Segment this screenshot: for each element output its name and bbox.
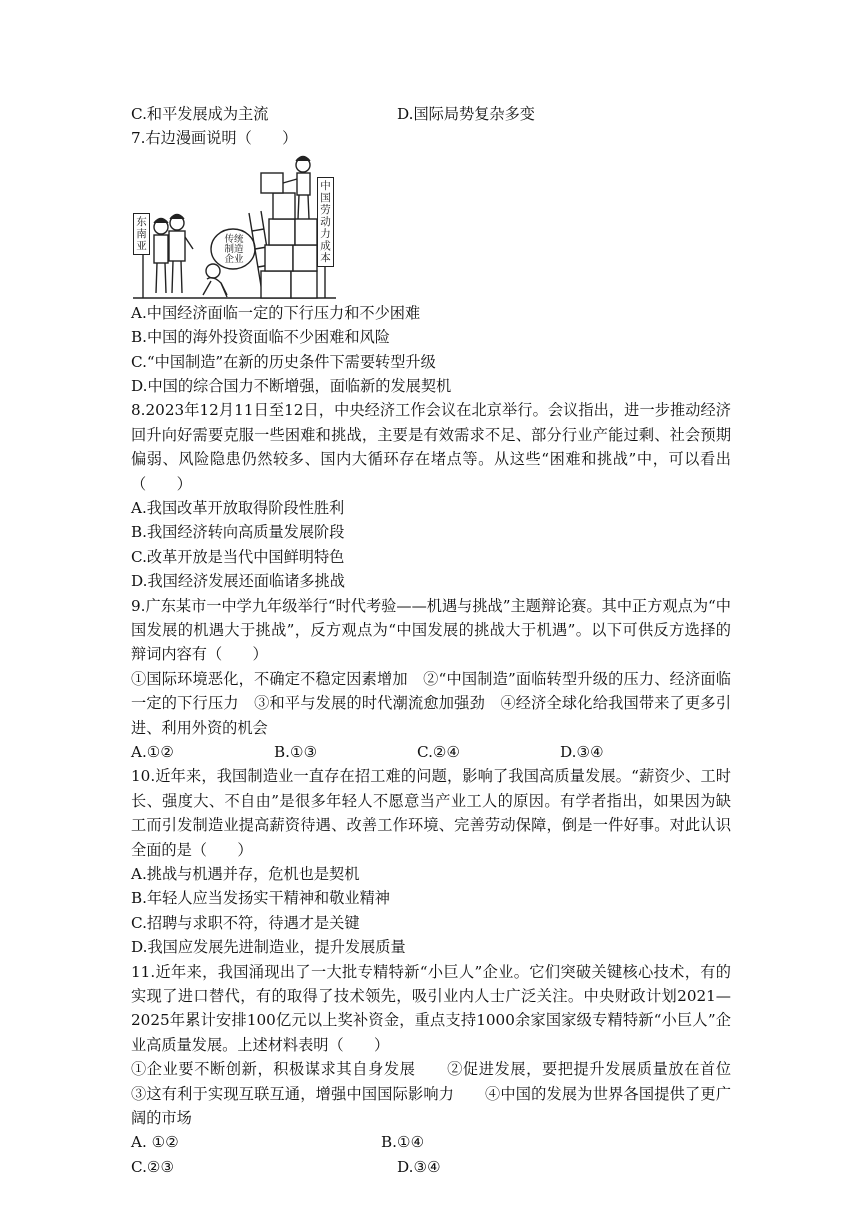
q7-option-d: D.中国的综合国力不断增强，面临新的发展契机 bbox=[131, 376, 452, 395]
q11-option-b: B.①④ bbox=[381, 1133, 425, 1152]
q7-stem: 7.右边漫画说明（ ） bbox=[131, 129, 298, 148]
q7-option-a: A.中国经济面临一定的下行压力和不少困难 bbox=[131, 303, 421, 322]
q10-option-d: D.我国应发展先进制造业，提升发展质量 bbox=[131, 938, 406, 957]
q6-options bbox=[131, 102, 731, 126]
q8-option-c: C.改革开放是当代中国鲜明特色 bbox=[131, 547, 345, 566]
q7-option-b: B.中国的海外投资面临不少困难和风险 bbox=[131, 328, 390, 347]
comic-illustration bbox=[131, 153, 341, 301]
q7-comic bbox=[131, 153, 341, 301]
q9-option-c: C.②④ bbox=[417, 742, 461, 761]
q11-option-d: D.③④ bbox=[397, 1157, 441, 1176]
q9-stem: 9.广东某市一中学九年级举行“时代考验——机遇与挑战”主题辩论赛。其中正方观点为“中国发展的机遇大于挑战”，反方观点为“中国发展的挑战大于机遇”。以下可供反方选择的辩词内容有（ ） bbox=[131, 596, 731, 664]
q11-option-c: C.②③ bbox=[131, 1157, 175, 1176]
q10-option-b: B.年轻人应当发扬实干精神和敬业精神 bbox=[131, 889, 390, 908]
q11-stem: 11.近年来，我国涌现出了一大批专精特新“小巨人”企业。它们突破关键核心技术，有的实现了进口替代，有的取得了技术领先，吸引业内人士广泛关注。中央财政计划2021—2025年累计安排100亿元以上奖补资金，重点支持1000余家国家级专精特新“小巨人”企业高质量发展。上述材料表明（ ） bbox=[131, 962, 731, 1054]
q11-options-row-2 bbox=[131, 1155, 731, 1179]
q11-option-a: A. ①② bbox=[131, 1133, 179, 1152]
exam-page bbox=[131, 102, 762, 1179]
q6-option-c: C.和平发展成为主流 bbox=[131, 105, 269, 123]
q9-option-b: B.①③ bbox=[274, 742, 318, 761]
sign-labor-cost: 中国劳动力成本 bbox=[317, 177, 334, 267]
q9-options bbox=[131, 740, 731, 764]
q8-option-a: A.我国改革开放取得阶段性胜利 bbox=[131, 498, 345, 517]
q9-option-a: A.①② bbox=[131, 742, 175, 761]
q6-option-d: D.国际局势复杂多变 bbox=[397, 105, 535, 123]
q8-stem: 8.2023年12月11日至12日，中央经济工作会议在北京举行。会议指出，进一步推动经济回升向好需要克服一些困难和挑战，主要是有效需求不足、部分行业产能过剩、社会预期偏弱、风险隐患仍然较多、国内大循环存在堵点等。从这些“困难和挑战”中，可以看出（ ） bbox=[131, 401, 731, 493]
q11-statements: ①企业要不断创新，积极谋求其自身发展 ②促进发展，要把提升发展质量放在首位 ③这有利于实现互联互通，增强中国国际影响力 ④中国的发展为世界各国提供了更广阔的市场 bbox=[131, 1060, 762, 1127]
q10-stem: 10.近年来，我国制造业一直存在招工难的问题，影响了我国高质量发展。“薪资少、工时长、强度大、不自由”是很多年轻人不愿意当产业工人的原因。有学者指出，如果因为缺工而引发制造业提高薪资待遇、改善工作环境、完善劳动保障，倒是一件好事。对此认识全面的是（ ） bbox=[131, 767, 731, 859]
q9-statements: ①国际环境恶化，不确定不稳定因素增加 ②“中国制造”面临转型升级的压力、经济面临一定的下行压力 ③和平与发展的时代潮流愈加强劲 ④经济全球化给我国带来了更多引进、利用外资的机会 bbox=[131, 669, 731, 737]
sign-southeast-asia: 东南亚 bbox=[133, 213, 150, 255]
q8-option-d: D.我国经济发展还面临诸多挑战 bbox=[131, 572, 345, 591]
q8-option-b: B.我国经济转向高质量发展阶段 bbox=[131, 523, 345, 542]
q7-option-c: C.“中国制造”在新的历史条件下需要转型升级 bbox=[131, 352, 436, 371]
sack-label: 传统制造企业 bbox=[224, 233, 244, 265]
q10-option-a: A.挑战与机遇并存，危机也是契机 bbox=[131, 864, 360, 883]
q10-option-c: C.招聘与求职不符，待遇才是关键 bbox=[131, 913, 360, 932]
q11-options-row-1 bbox=[131, 1130, 731, 1154]
q9-option-d: D.③④ bbox=[560, 742, 604, 761]
